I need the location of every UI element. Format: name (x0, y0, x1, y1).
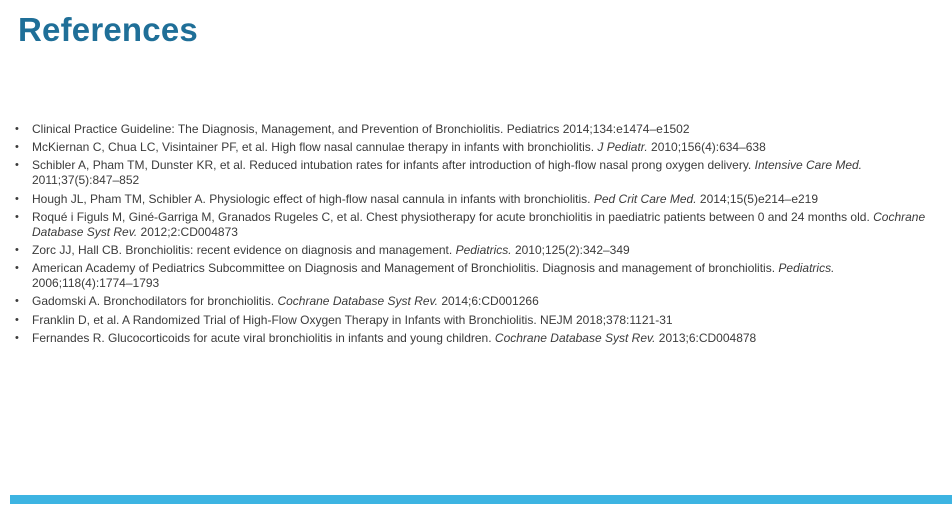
reference-item (15, 158, 935, 188)
reference-journal: Intensive Care Med. (754, 158, 863, 173)
reference-item (15, 192, 935, 207)
reference-item (15, 313, 935, 328)
reference-journal: J Pediatr. (597, 140, 648, 155)
reference-text: American Academy of Pediatrics Subcommittee on Diagnosis and Management of Bronchiolitis. Diagnosis and management of bronchiolitis. (32, 261, 776, 276)
reference-text: Roqué i Figuls M, Giné-Garriga M, Granados Rugeles C, et al. Chest physiotherapy for acute bronchiolitis in paediatric patients between 0 and 24 months old. (32, 209, 870, 224)
footer-accent-bar (10, 495, 952, 504)
reference-item (15, 261, 935, 291)
bullet-icon: • (15, 159, 19, 172)
reference-citation: 2010;156(4):634–638 (651, 140, 766, 155)
bullet-icon: • (15, 210, 19, 223)
reference-text: Fernandes R. Glucocorticoids for acute viral bronchiolitis in infants and young children. (32, 330, 492, 345)
reference-text: Zorc JJ, Hall CB. Bronchiolitis: recent evidence on diagnosis and management. (32, 242, 453, 257)
bullet-icon: • (15, 313, 19, 326)
reference-citation: 2010;125(2):342–349 (514, 242, 630, 257)
reference-citation: 2014;15(5)e214–e219 (699, 191, 819, 206)
reference-citation: 2012;2:CD004873 (140, 224, 238, 239)
reference-text: Franklin D, et al. A Randomized Trial of High-Flow Oxygen Therapy in Infants with Bronchiolitis. NEJM 2018;378:1121-31 (32, 312, 673, 327)
reference-item (15, 140, 935, 155)
reference-citation: 2011;37(5):847–852 (32, 173, 140, 188)
reference-item (15, 122, 935, 137)
bullet-icon: • (15, 295, 19, 308)
reference-item (15, 210, 935, 240)
reference-item (15, 331, 935, 346)
reference-text: Gadomski A. Bronchodilators for bronchiolitis. (32, 294, 275, 309)
reference-journal: Cochrane Database Syst Rev. (277, 294, 438, 309)
reference-text: McKiernan C, Chua LC, Visintainer PF, et al. High flow nasal cannulae therapy in infants with bronchiolitis. (32, 140, 595, 155)
reference-list (15, 122, 935, 349)
reference-citation: 2014;6:CD001266 (441, 294, 539, 309)
reference-citation: 2006;118(4):1774–1793 (32, 276, 160, 291)
reference-journal: Pediatrics. (455, 242, 512, 257)
reference-journal: Pediatrics. (778, 261, 835, 276)
reference-text: Clinical Practice Guideline: The Diagnosis, Management, and Prevention of Bronchiolitis. Pediatrics 2014;134:e1474–e1502 (32, 122, 690, 136)
reference-item (15, 294, 935, 309)
page-title: References (18, 11, 198, 48)
bullet-icon: • (15, 141, 19, 154)
reference-journal: Cochrane Database Syst Rev. (32, 209, 926, 239)
bullet-icon: • (15, 243, 19, 256)
bullet-icon: • (15, 331, 19, 344)
reference-text: Schibler A, Pham TM, Dunster KR, et al. Reduced intubation rates for infants after introduction of high-flow nasal prong oxygen delivery. (32, 158, 752, 173)
reference-journal: Cochrane Database Syst Rev. (494, 330, 656, 345)
bullet-icon: • (15, 123, 19, 135)
bullet-icon: • (15, 192, 19, 205)
bullet-icon: • (15, 262, 19, 275)
reference-journal: Ped Crit Care Med. (593, 191, 697, 206)
reference-citation: 2013;6:CD004878 (658, 330, 757, 345)
reference-text: Hough JL, Pham TM, Schibler A. Physiologic effect of high-flow nasal cannula in infants with bronchiolitis. (32, 191, 591, 206)
reference-item (15, 243, 935, 258)
